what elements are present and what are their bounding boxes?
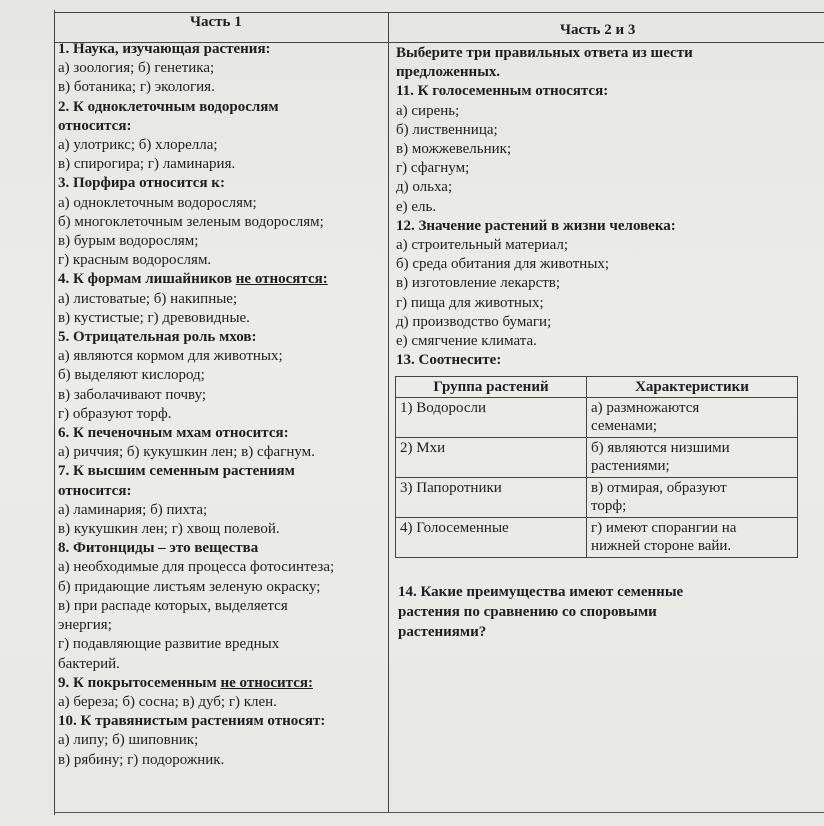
answer-option: б) среда обитания для животных; (396, 256, 610, 273)
answer-option: в) ботаника; г) экология. (58, 79, 215, 96)
question-line: 2. К одноклеточным водорослям (58, 98, 279, 115)
answer-option: д) производство бумаги; (396, 313, 552, 330)
question-line: 11. К голосеменным относятся: (396, 83, 609, 100)
answer-option: е) смягчение климата. (396, 333, 537, 350)
answer-option: в) заболачивают почву; (58, 386, 207, 403)
answer-option: в) спирогира; г) ламинария. (58, 156, 236, 173)
part1-header: Часть 1 (190, 14, 242, 30)
answer-option: б) многоклеточным зеленым водорослям; (58, 213, 324, 230)
answer-option: д) ольха; (396, 179, 453, 196)
answer-option: г) пища для животных; (396, 294, 544, 311)
question-line: 13. Соотнесите: (396, 352, 502, 369)
answer-option: г) подавляющие развитие вредных (58, 636, 280, 653)
table-row (396, 438, 798, 478)
question-line: предложенных. (396, 64, 501, 81)
characteristic: г) имеют спорангии на нижней стороне вайи. (587, 518, 798, 558)
answer-option: а) ламинария; б) пихта; (58, 501, 208, 518)
characteristic: в) отмирая, образуют торф; (587, 478, 798, 518)
question-line: относится: (58, 117, 132, 134)
plant-group: 4) Голосеменные (396, 518, 587, 558)
table-bottom-border (54, 812, 824, 813)
question-line: 12. Значение растений в жизни человека: (396, 217, 676, 234)
answer-option: а) строительный материал; (396, 237, 569, 254)
table-row (396, 518, 798, 558)
question-line: 1. Наука, изучающая растения: (58, 41, 271, 57)
question-line: 4. К формам лишайников не относятся: (58, 271, 328, 288)
answer-option: е) ель. (396, 198, 437, 215)
characteristic: б) являются низшими растениями; (587, 438, 798, 478)
column-divider (388, 12, 389, 812)
answer-option: в) при распаде которых, выделяется (58, 597, 288, 614)
column-header-group: Группа растений (396, 377, 587, 398)
answer-option: г) образуют торф. (58, 405, 172, 422)
answer-option: а) улотрикс; б) хлорелла; (58, 137, 218, 154)
answer-option: а) необходимые для процесса фотосинтеза; (58, 559, 335, 576)
answer-option: в) бурым водорослям; (58, 233, 199, 250)
question-line: 10. К травянистым растениям относят: (58, 713, 326, 730)
question-line: 3. Порфира относится к: (58, 175, 225, 192)
question-line: 9. К покрытосеменным не относится: (58, 674, 313, 691)
answer-option: г) сфагнум; (396, 160, 470, 177)
table-row (396, 398, 798, 438)
answer-option: а) липу; б) шиповник; (58, 732, 199, 749)
answer-option: энергия; (58, 617, 112, 634)
part23-header: Часть 2 и 3 (560, 22, 636, 38)
part1-column (58, 40, 388, 770)
question-line: 7. К высшим семенным растениям (58, 463, 295, 480)
answer-option: а) зоология; б) генетика; (58, 60, 215, 77)
answer-option: а) листоватые; б) накипные; (58, 290, 238, 307)
characteristic: а) размножаются семенами; (587, 398, 798, 438)
answer-option: г) красным водорослям. (58, 252, 212, 269)
answer-option: б) выделяют кислород; (58, 367, 205, 384)
question-line: 8. Фитонциды – это вещества (58, 540, 259, 557)
plant-group: 3) Папоротники (396, 478, 587, 518)
question-line: Выберите три правильных ответа из шести (396, 45, 693, 61)
question-line: 6. К печеночным мхам относится: (58, 425, 289, 442)
answer-option: в) кустистые; г) древовидные. (58, 309, 250, 326)
answer-option: в) можжевельник; (396, 141, 512, 158)
question-line: относится: (58, 482, 132, 499)
plant-group: 2) Мхи (396, 438, 587, 478)
answer-option: а) сирень; (396, 102, 460, 119)
question-14: 14. Какие преимущества имеют семенные растения по сравнению со споровыми растениями? (398, 584, 684, 640)
column-header-characteristics: Характеристики (587, 377, 798, 398)
answer-option: а) риччия; б) кукушкин лен; в) сфагнум. (58, 444, 315, 461)
answer-option: а) являются кормом для животных; (58, 348, 283, 365)
matching-table (395, 376, 798, 558)
answer-option: а) одноклеточным водорослям; (58, 194, 257, 211)
answer-option: б) лиственница; (396, 121, 498, 138)
answer-option: в) рябину; г) подорожник. (58, 751, 225, 768)
table-row (396, 478, 798, 518)
answer-option: бактерий. (58, 655, 120, 672)
answer-option: в) кукушкин лен; г) хвощ полевой. (58, 521, 280, 538)
question-line: 5. Отрицательная роль мхов: (58, 329, 257, 346)
plant-group: 1) Водоросли (396, 398, 587, 438)
part23-column (396, 44, 806, 370)
answer-option: б) придающие листьям зеленую окраску; (58, 578, 321, 595)
answer-option: а) береза; б) сосна; в) дуб; г) клен. (58, 693, 277, 710)
answer-option: в) изготовление лекарств; (396, 275, 561, 292)
